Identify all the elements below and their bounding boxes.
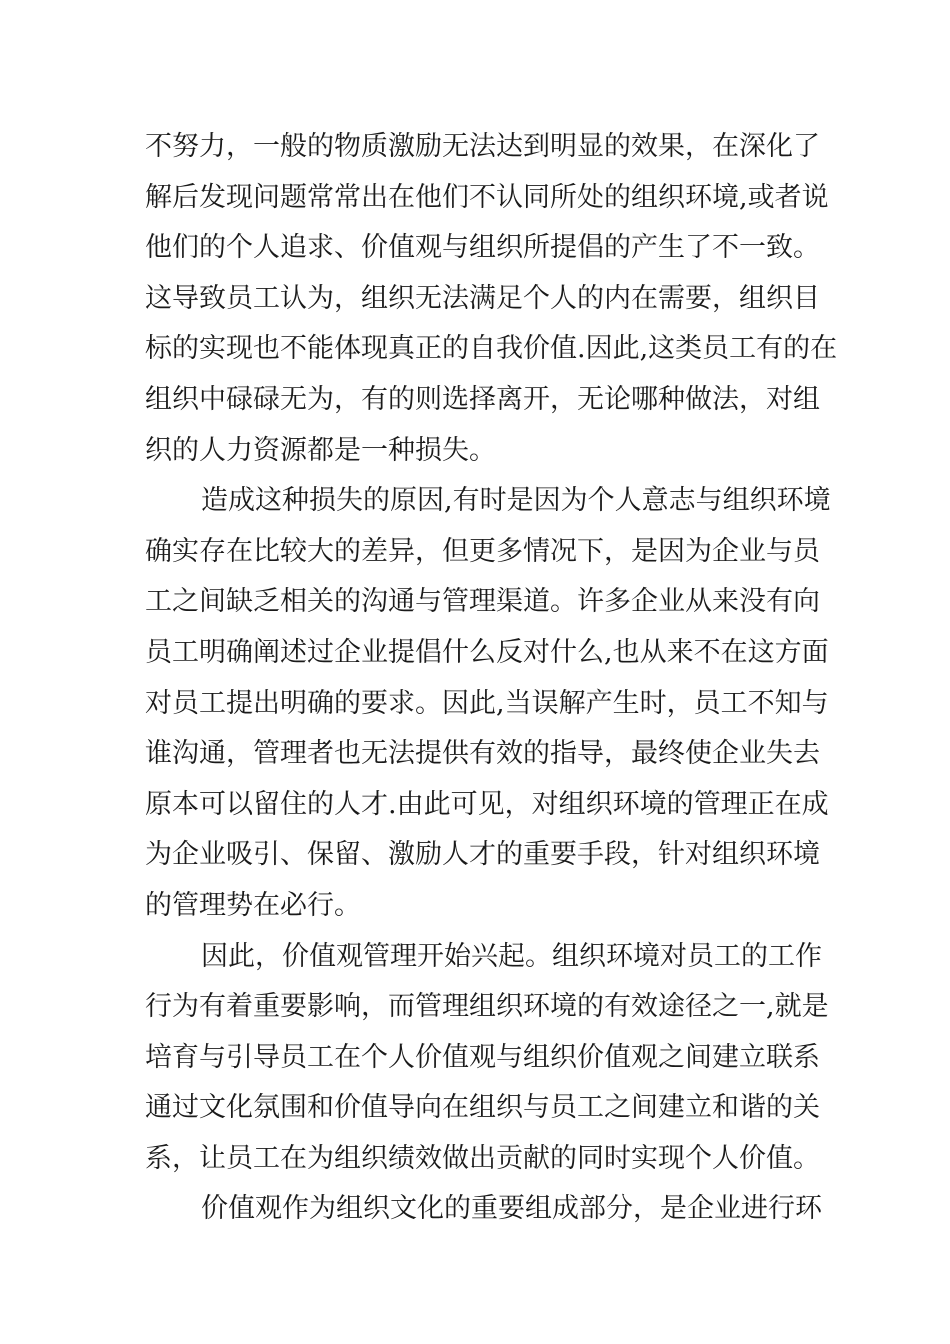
text-line: 为企业吸引、保留、激励人才的重要手段，针对组织环境 (145, 839, 820, 871)
text-line: 组织中碌碌无为，有的则选择离开，无论哪种做法，对组 (145, 383, 820, 415)
text-line: 不努力，一般的物质激励无法达到明显的效果，在深化了 (145, 131, 820, 162)
text-line: 价值观作为组织文化的重要组成部分，是企业进行环 (201, 1193, 822, 1225)
text-line: 因此，价值观管理开始兴起。组织环境对员工的工作 (201, 940, 822, 972)
text-line: 培育与引导员工在个人价值观与组织价值观之间建立联系 (145, 1041, 820, 1073)
text-line: 通过文化氛围和价值导向在组织与员工之间建立和谐的关 (145, 1092, 820, 1124)
text-line: 他们的个人追求、价值观与组织所提倡的产生了不一致。 (145, 232, 820, 264)
text-line: 原本可以留住的人才.由此可见，对组织环境的管理正在成 (145, 788, 829, 820)
text-line: 标的实现也不能体现真正的自我价值.因此,这类员工有的在 (145, 333, 838, 365)
text-line: 行为有着重要影响，而管理组织环境的有效途径之一,就是 (145, 991, 829, 1023)
text-line: 工之间缺乏相关的沟通与管理渠道。许多企业从来没有向 (145, 586, 820, 618)
text-line: 员工明确阐述过企业提倡什么反对什么,也从来不在这方面 (145, 636, 829, 668)
text-line: 谁沟通，管理者也无法提供有效的指导，最终使企业失去 (145, 738, 820, 770)
text-line: 对员工提出明确的要求。因此,当误解产生时，员工不知与 (145, 687, 829, 719)
text-line: 系，让员工在为组织绩效做出贡献的同时实现个人价值。 (145, 1142, 820, 1174)
text-line: 的管理势在必行。 (145, 889, 361, 921)
text-line: 织的人力资源都是一种损失。 (145, 434, 496, 466)
text-line: 造成这种损失的原因,有时是因为个人意志与组织环境 (201, 485, 831, 517)
body-text (145, 122, 838, 1235)
text-line: 解后发现问题常常出在他们不认同所处的组织环境,或者说 (145, 181, 829, 213)
text-line: 这导致员工认为，组织无法满足个人的内在需要，组织目 (145, 282, 820, 314)
text-line: 确实存在比较大的差异，但更多情况下，是因为企业与员 (145, 535, 820, 567)
